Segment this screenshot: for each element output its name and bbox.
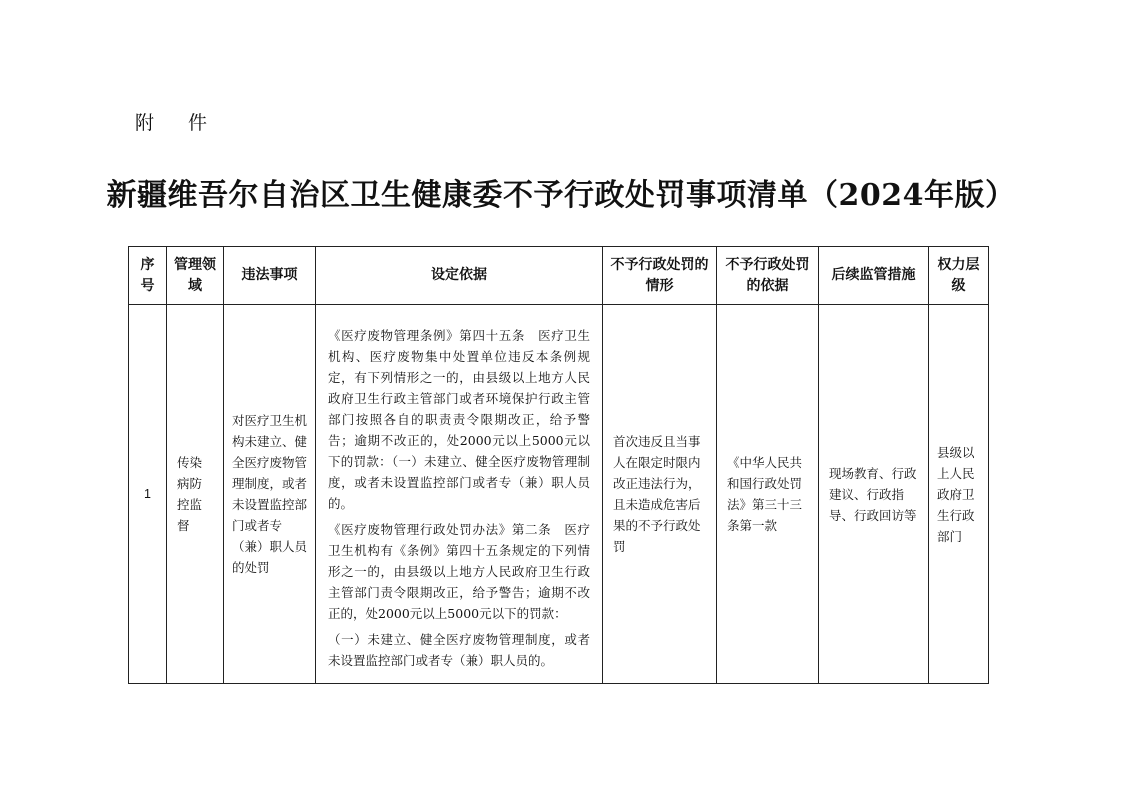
cell-situation: 首次违反且当事人在限定时限内改正违法行为，且未造成危害后果的不予行政处罚 <box>603 305 717 684</box>
cell-domain: 传染病防控监督 <box>167 305 224 684</box>
header-matter: 违法事项 <box>224 247 316 305</box>
header-supervision: 后续监管措施 <box>819 247 929 305</box>
basis-paragraph-3: （一）未建立、健全医疗废物管理制度，或者未设置监控部门或者专（兼）职人员的。 <box>328 632 590 668</box>
cell-basis <box>316 305 603 684</box>
header-domain: 管理领域 <box>167 247 224 305</box>
header-situation: 不予行政处罚的情形 <box>603 247 717 305</box>
document-title: 新疆维吾尔自治区卫生健康委不予行政处罚事项清单（2024年版） <box>106 178 1016 213</box>
header-legal-basis: 不予行政处罚的依据 <box>717 247 819 305</box>
table-header-row <box>129 247 989 305</box>
header-index: 序号 <box>129 247 167 305</box>
header-level: 权力层级 <box>929 247 989 305</box>
cell-supervision: 现场教育、行政建议、行政指导、行政回访等 <box>819 305 929 684</box>
cell-legal-basis: 《中华人民共和国行政处罚法》第三十三条第一款 <box>717 305 819 684</box>
basis-paragraph-1: 《医疗废物管理条例》第四十五条 医疗卫生机构、医疗废物集中处置单位违反本条例规定，有下列情形之一的，由县级以上地方人民政府卫生行政主管部门或者环境保护行政主管部门按照各自的职责责令限期改正，给予警告；逾期不改正的，处2000元以上5000元以下的罚款：（一）未建立、健全医疗废物管理制度，或者未设置监控部门或者专（兼）职人员的。 <box>328 328 590 511</box>
table-row <box>129 305 989 684</box>
cell-level: 县级以上人民政府卫生行政部门 <box>929 305 989 684</box>
penalty-exemption-table <box>128 246 989 684</box>
header-basis: 设定依据 <box>316 247 603 305</box>
basis-paragraph-2: 《医疗废物管理行政处罚办法》第二条 医疗卫生机构有《条例》第四十五条规定的下列情形之一的，由县级以上地方人民政府卫生行政主管部门责令限期改正，给予警告；逾期不改正的，处2000元以上5000元以下的罚款： <box>328 522 590 621</box>
cell-index: 1 <box>129 305 167 684</box>
cell-matter: 对医疗卫生机构未建立、健全医疗废物管理制度，或者未设置监控部门或者专（兼）职人员的处罚 <box>224 305 316 684</box>
attachment-label: 附 件 <box>135 112 222 134</box>
